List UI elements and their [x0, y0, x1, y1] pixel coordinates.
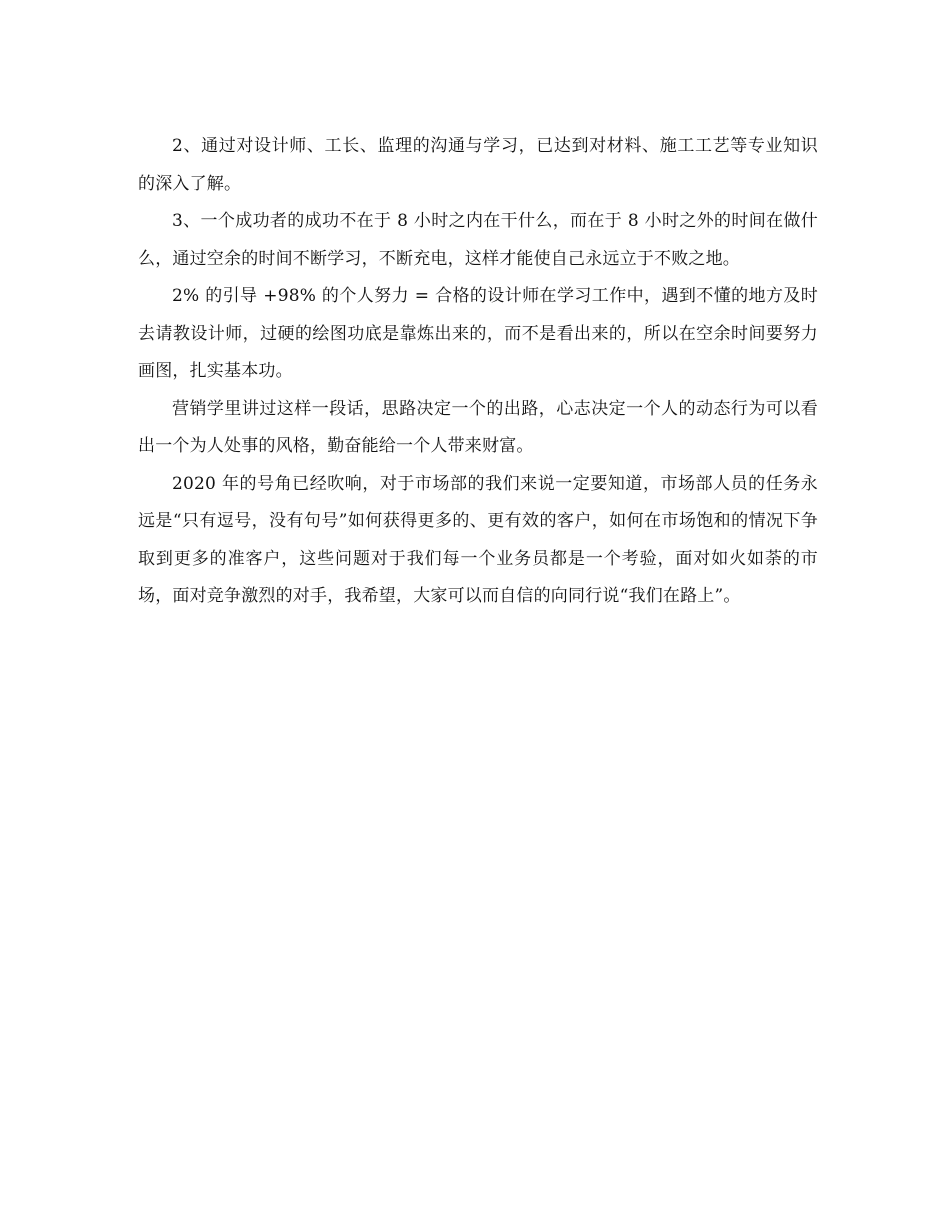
paragraph-marketing-quote: 营销学里讲过这样一段话，思路决定一个的出路，心志决定一个人的动态行为可以看出一个为人处事的风格，勤奋能给一个人带来财富。	[138, 398, 818, 456]
paragraph-design-learning: 2、通过对设计师、工长、监理的沟通与学习，已达到对材料、施工工艺等专业知识的深入了解。	[138, 136, 818, 194]
document-body	[138, 128, 818, 616]
paragraph-2020-outlook: 2020 年的号角已经吹响，对于市场部的我们来说一定要知道，市场部人员的任务永远是“只有逗号，没有句号”如何获得更多的、更有效的客户，如何在市场饱和的情况下争取到更多的准客户，这些问题对于我们每一个业务员都是一个考验，面对如火如荼的市场，面对竞争激烈的对手，我希望，大家可以而自信的向同行说“我们在路上”。	[138, 473, 818, 606]
paragraph-time-management: 3、一个成功者的成功不在于 8 小时之内在干什么，而在于 8 小时之外的时间在做什么，通过空余的时间不断学习，不断充电，这样才能使自己永远立于不败之地。	[138, 211, 818, 269]
paragraph-effort-ratio: 2% 的引导 +98% 的个人努力 = 合格的设计师在学习工作中，遇到不懂的地方及时去请教设计师，过硬的绘图功底是靠炼出来的，而不是看出来的，所以在空余时间要努力画图，扎实基本功。	[138, 286, 818, 381]
